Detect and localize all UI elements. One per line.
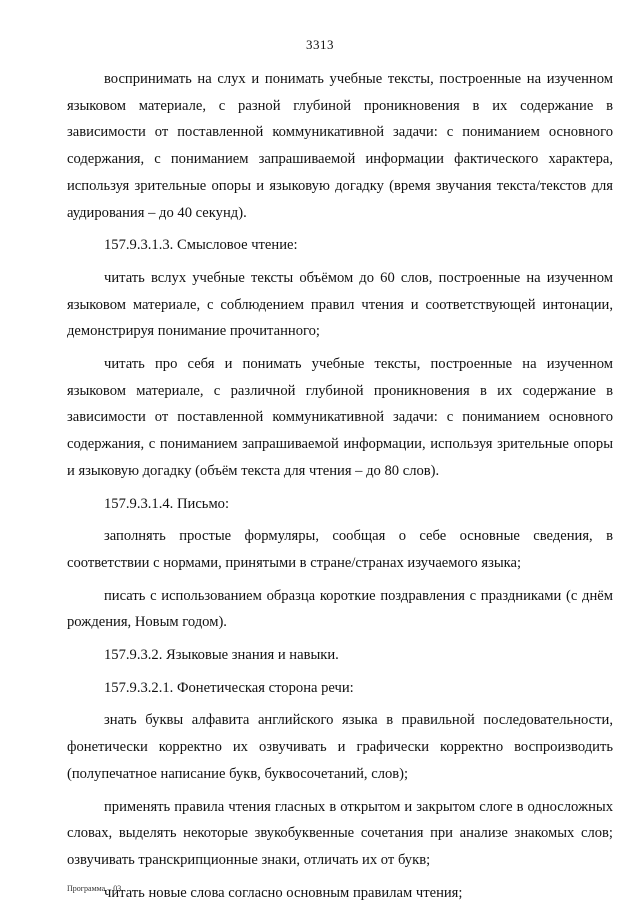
document-body (67, 66, 613, 912)
paragraph-fill-forms: заполнять простые формуляры, сообщая о себе основные сведения, в соответствии с нормами, принятыми в стране/странах изучаемого языка; (67, 528, 613, 571)
footer-program-label: Программа – 03 (67, 884, 122, 893)
paragraph-reading-rules: применять правила чтения гласных в открытом и закрытом слоге в односложных словах, выделять некоторые звукобуквенные сочетания при анализе знакомых слов; озвучивать транскрипционные знаки, отличать их от букв; (67, 798, 613, 868)
paragraph-write-greetings: писать с использованием образца короткие поздравления с праздниками (с днём рождения, Новым годом). (67, 587, 613, 631)
paragraph-new-words: читать новые слова согласно основным правилам чтения; (104, 884, 463, 901)
paragraph-alphabet: знать буквы алфавита английского языка в правильной последовательности, фонетически корректно их озвучивать и графически корректно воспроизводить (полупечатное написание букв, буквосочетаний, слов); (67, 712, 613, 782)
heading-writing: 157.9.3.1.4. Письмо: (104, 495, 230, 512)
paragraph-listening-texts: воспринимать на слух и понимать учебные тексты, построенные на изученном языковом материале, с разной глубиной проникновения в их содержание в зависимости от поставленной коммуникативной задачи: с пониманием основного содержания, с пониманием запрашиваемой информации фактического характера, используя зрительные опоры и языковую догадку (время звучания текста/текстов для аудирования – до 40 секунд). (67, 71, 613, 221)
paragraph-read-aloud: читать вслух учебные тексты объёмом до 60 слов, построенные на изученном языковом материале, с соблюдением правил чтения и соответствующей интонации, демонстрируя понимание прочитанного; (67, 269, 613, 340)
paragraph-read-silently: читать про себя и понимать учебные тексты, построенные на изученном языковом материале, с различной глубиной проникновения в их содержание в зависимости от поставленной коммуникативной задачи: с пониманием основного содержания, с пониманием запрашиваемой информации, используя зрительные опоры и языковую догадку (объём текста для чтения – до 80 слов). (67, 356, 613, 479)
heading-semantic-reading: 157.9.3.1.3. Смысловое чтение: (104, 237, 298, 254)
page-number: 3313 (306, 37, 334, 52)
heading-phonetics: 157.9.3.2.1. Фонетическая сторона речи: (104, 679, 354, 696)
heading-language-knowledge: 157.9.3.2. Языковые знания и навыки. (104, 647, 339, 664)
